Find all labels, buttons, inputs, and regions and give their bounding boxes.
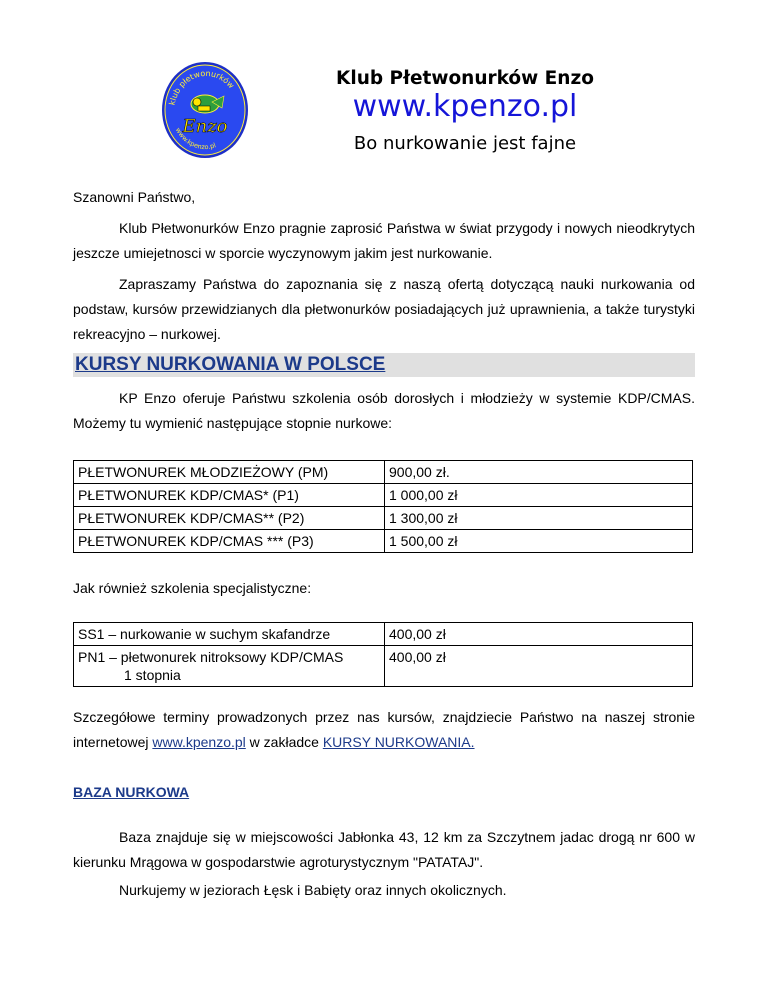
- club-logo: [160, 60, 250, 160]
- course-price: 400,00 zł: [385, 646, 693, 687]
- table-row: [74, 507, 693, 530]
- club-title: Klub Płetwonurków Enzo: [336, 68, 594, 89]
- course-name-line2: 1 stopnia: [124, 667, 181, 683]
- greeting: Szanowni Państwo,: [73, 189, 196, 205]
- logo-text: Enzo: [182, 116, 228, 137]
- offer-paragraph: Zapraszamy Państwa do zapoznania się z naszą ofertą dotyczącą nauki nurkowania od podstaw, kursów przewidzianych dla płetwonurków posiadających już uprawnienia, a także turystyki rekreacyjno – nurkowej.: [73, 276, 695, 342]
- course-price: 1 300,00 zł: [385, 507, 693, 530]
- course-name: PŁETWONUREK KDP/CMAS** (P2): [74, 507, 385, 530]
- table-row: [74, 646, 693, 687]
- course-price: 900,00 zł.: [385, 461, 693, 484]
- lakes-paragraph: Nurkujemy w jeziorach Łęsk i Babięty oraz innych okolicznych.: [119, 882, 507, 898]
- course-name-line1: PN1 – płetwonurek nitroksowy KDP/CMAS: [78, 649, 344, 665]
- course-name: SS1 – nurkowanie w suchym skafandrze: [74, 623, 385, 646]
- course-name: [74, 646, 385, 687]
- course-price: 400,00 zł: [385, 623, 693, 646]
- course-name: PŁETWONUREK KDP/CMAS *** (P3): [74, 530, 385, 553]
- details-paragraph: [73, 705, 695, 755]
- table-row: [74, 461, 693, 484]
- course-price-table: [73, 460, 693, 553]
- course-price: 1 500,00 zł: [385, 530, 693, 553]
- logo-ring-text: klub płetwonurków: [167, 68, 236, 107]
- website-link[interactable]: www.kpenzo.pl: [152, 734, 246, 750]
- table-row: [74, 484, 693, 507]
- base-heading[interactable]: BAZA NURKOWA: [73, 784, 190, 800]
- course-name: PŁETWONUREK MŁODZIEŻOWY (PM): [74, 461, 385, 484]
- table-row: [74, 530, 693, 553]
- courses-tab-link[interactable]: KURSY NURKOWANIA.: [322, 734, 475, 750]
- letterhead: [0, 0, 768, 170]
- course-price: 1 000,00 zł: [385, 484, 693, 507]
- special-courses-intro: Jak również szkolenia specjalistyczne:: [73, 580, 312, 596]
- special-course-table: [73, 622, 693, 687]
- logo-ring-url: www.kpenzo.pl: [173, 126, 218, 152]
- intro-paragraph: Klub Płetwonurków Enzo pragnie zaprosić Państwa w świat przygody i nowych nieodkrytych jeszcze umiejetnosci w sporcie wyczynowym jakim jest nurkowanie.: [73, 220, 695, 261]
- club-url[interactable]: www.kpenzo.pl: [352, 89, 578, 124]
- course-name: PŁETWONUREK KDP/CMAS* (P1): [74, 484, 385, 507]
- details-text-mid: w zakładce: [249, 734, 319, 750]
- courses-intro: KP Enzo oferuje Państwu szkolenia osób dorosłych i młodzieży w systemie KDP/CMAS. Możemy tu wymienić następujące stopnie nurkowe:: [73, 390, 695, 431]
- details-text: Szczegółowe terminy prowadzonych przez nas kursów, znajdziecie Państwo na naszej stronie internetowej: [73, 709, 695, 750]
- table-row: [74, 623, 693, 646]
- courses-heading[interactable]: KURSY NURKOWANIA W POLSCE: [73, 353, 695, 377]
- base-paragraph: Baza znajduje się w miejscowości Jabłonka 43, 12 km za Szczytnem jadac drogą nr 600 w kierunku Mrągowa w gospodarstwie agroturystycznym "PATATAJ".: [73, 829, 695, 870]
- club-motto: Bo nurkowanie jest fajne: [353, 133, 577, 154]
- letter-body: [73, 182, 695, 903]
